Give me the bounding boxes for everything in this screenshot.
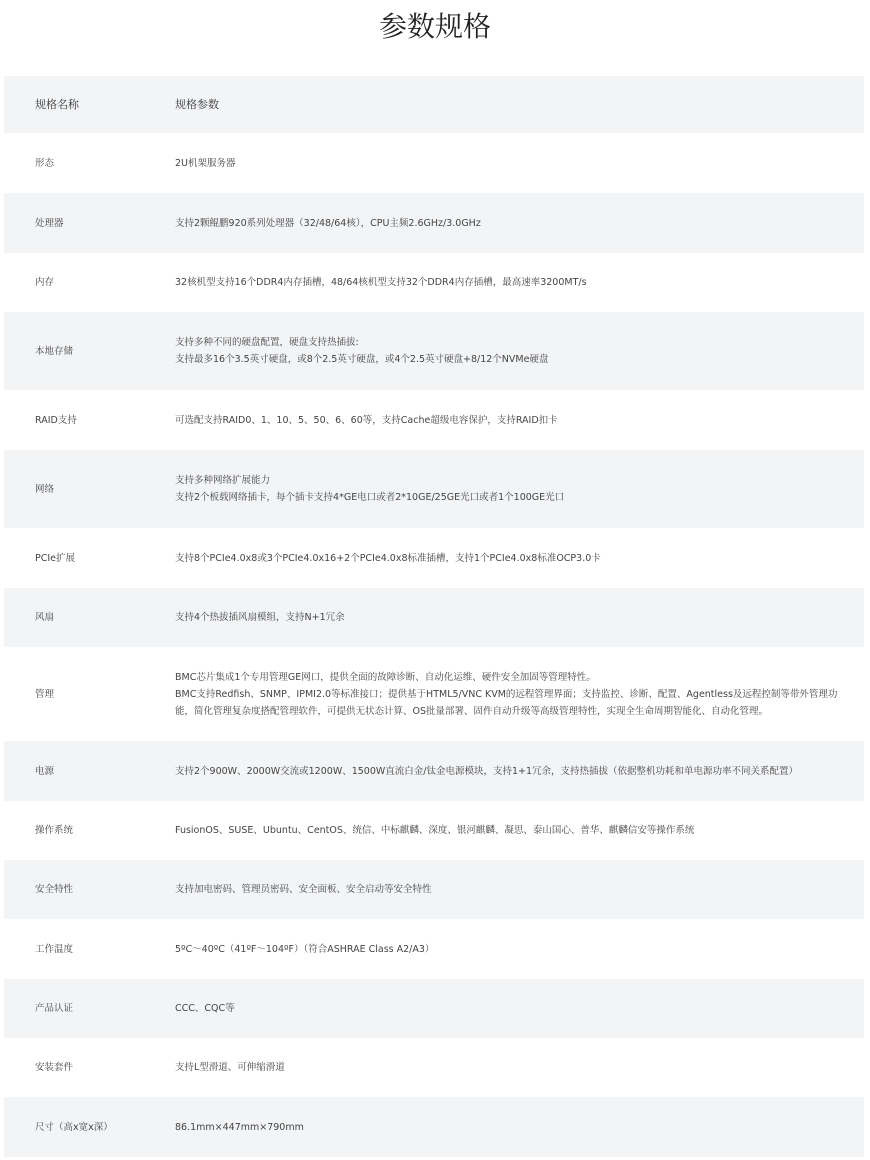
- table-row: [4, 193, 864, 253]
- spec-value: [175, 1038, 864, 1097]
- spec-value-line: 5ºC～40ºC（41ºF～104ºF）（符合ASHRAE Class A2/A3）: [175, 943, 435, 955]
- spec-value-line: BMC支持Redfish、SNMP、IPMI2.0等标准接口；提供基于HTML5/VNC KVM的远程管理界面；支持监控、诊断、配置、Agentless及远程控制等带外管理功能，简化管理复杂度搭配管理软件，可提供无状态计算、OS批量部署、固件自动升级等高级管理特性，实现全生命周期智能化、自动化管理。: [175, 688, 838, 717]
- spec-name: 工作温度: [35, 943, 74, 955]
- spec-name: 内存: [35, 277, 55, 288]
- table-row: [4, 741, 864, 801]
- spec-value: [175, 133, 864, 193]
- spec-value-line: 支持2颗鲲鹏920系列处理器（32/48/64核），CPU主频2.6GHz/3.0GHz: [175, 217, 481, 229]
- spec-value-line: 2U机架服务器: [175, 157, 236, 169]
- spec-value-line: 支持最多16个3.5英寸硬盘，或8个2.5英寸硬盘，或4个2.5英寸硬盘+8/12个NVMe硬盘: [175, 354, 549, 365]
- spec-value-line: 支持4个热拔插风扇模组，支持N+1冗余: [175, 612, 345, 623]
- spec-value: [175, 1097, 864, 1157]
- spec-name: 安全特性: [4, 860, 175, 919]
- spec-name: 形态: [35, 157, 55, 169]
- spec-value-line: 32核机型支持16个DDR4内存插槽，48/64核机型支持32个DDR4内存插槽，最高速率3200MT/s: [175, 277, 587, 288]
- spec-value-line: 可选配支持RAID0、1、10、5、50、6、60等，支持Cache超级电容保护，支持RAID扣卡: [175, 414, 558, 426]
- spec-value-line: CCC、CQC等: [175, 1003, 235, 1014]
- spec-value-line: 支持2个板载网络插卡，每个插卡支持4*GE电口或者2*10GE/25GE光口或者1个100GE光口: [175, 492, 565, 503]
- table-row: [4, 133, 864, 193]
- spec-value: [175, 450, 864, 528]
- spec-value: [175, 801, 864, 860]
- spec-value: [175, 979, 864, 1038]
- spec-value: [175, 741, 864, 801]
- spec-name: 安装套件: [35, 1062, 74, 1073]
- header-spec-value: 规格参数: [175, 76, 864, 133]
- table-row: [4, 312, 864, 390]
- table-row: [4, 588, 864, 647]
- spec-name: 操作系统: [35, 825, 74, 836]
- table-row: [4, 450, 864, 528]
- spec-name: 电源: [4, 741, 175, 801]
- table-row: [4, 253, 864, 312]
- table-header-row: [4, 76, 864, 133]
- spec-name: RAID支持: [35, 414, 77, 426]
- spec-name: 产品认证: [4, 979, 175, 1038]
- spec-value-line: 支持多种网络扩展能力: [175, 475, 271, 486]
- table-row: [4, 860, 864, 919]
- table-row: [4, 919, 864, 979]
- header-spec-name: 规格名称: [4, 76, 175, 133]
- table-row: [4, 528, 864, 588]
- spec-value: [175, 919, 864, 979]
- spec-name: 管理: [35, 688, 55, 700]
- spec-value-line: 支持2个900W、2000W交流或1200W、1500W直流白金/钛金电源模块，支持1+1冗余，支持热插拔（依据整机功耗和单电源功率不同关系配置）: [175, 765, 799, 777]
- spec-value-line: 支持加电密码、管理员密码、安全面板、安全启动等安全特性: [175, 884, 432, 895]
- page-title: 参数规格: [378, 10, 491, 43]
- spec-value-line: 支持8个PCIe4.0x8或3个PCIe4.0x16+2个PCIe4.0x8标准插槽，支持1个PCIe4.0x8标准OCP3.0卡: [175, 552, 601, 564]
- spec-value-line: FusionOS、SUSE、Ubuntu、CentOS、统信、中标麒麟、深度、银河麒麟、凝思、泰山国心、普华、麒麟信安等操作系统: [175, 825, 695, 836]
- spec-value: [175, 390, 864, 450]
- table-row: [4, 390, 864, 450]
- spec-value: [175, 860, 864, 919]
- spec-value: [175, 528, 864, 588]
- table-row: [4, 979, 864, 1038]
- spec-name: 本地存储: [4, 312, 175, 390]
- spec-value: [175, 253, 864, 312]
- spec-value: [175, 312, 864, 390]
- table-row: [4, 647, 864, 741]
- spec-name: 尺寸（高x宽x深）: [4, 1097, 175, 1157]
- table-row: [4, 801, 864, 860]
- spec-name: 处理器: [4, 193, 175, 253]
- spec-value-line: 86.1mm×447mm×790mm: [175, 1121, 304, 1133]
- spec-name: PCIe扩展: [35, 552, 76, 564]
- spec-value: [175, 647, 864, 741]
- spec-table: [4, 76, 864, 1157]
- spec-value-line: 支持多种不同的硬盘配置，硬盘支持热插拔:: [175, 337, 359, 348]
- spec-name: 网络: [4, 450, 175, 528]
- spec-value-line: BMC芯片集成1个专用管理GE网口，提供全面的故障诊断、自动化运维、硬件安全加固等管理特性。: [175, 671, 596, 683]
- spec-value-line: 支持L型滑道、可伸缩滑道: [175, 1062, 285, 1073]
- spec-value: [175, 588, 864, 647]
- table-row: [4, 1038, 864, 1097]
- spec-name: 风扇: [4, 588, 175, 647]
- table-row: [4, 1097, 864, 1157]
- spec-value: [175, 193, 864, 253]
